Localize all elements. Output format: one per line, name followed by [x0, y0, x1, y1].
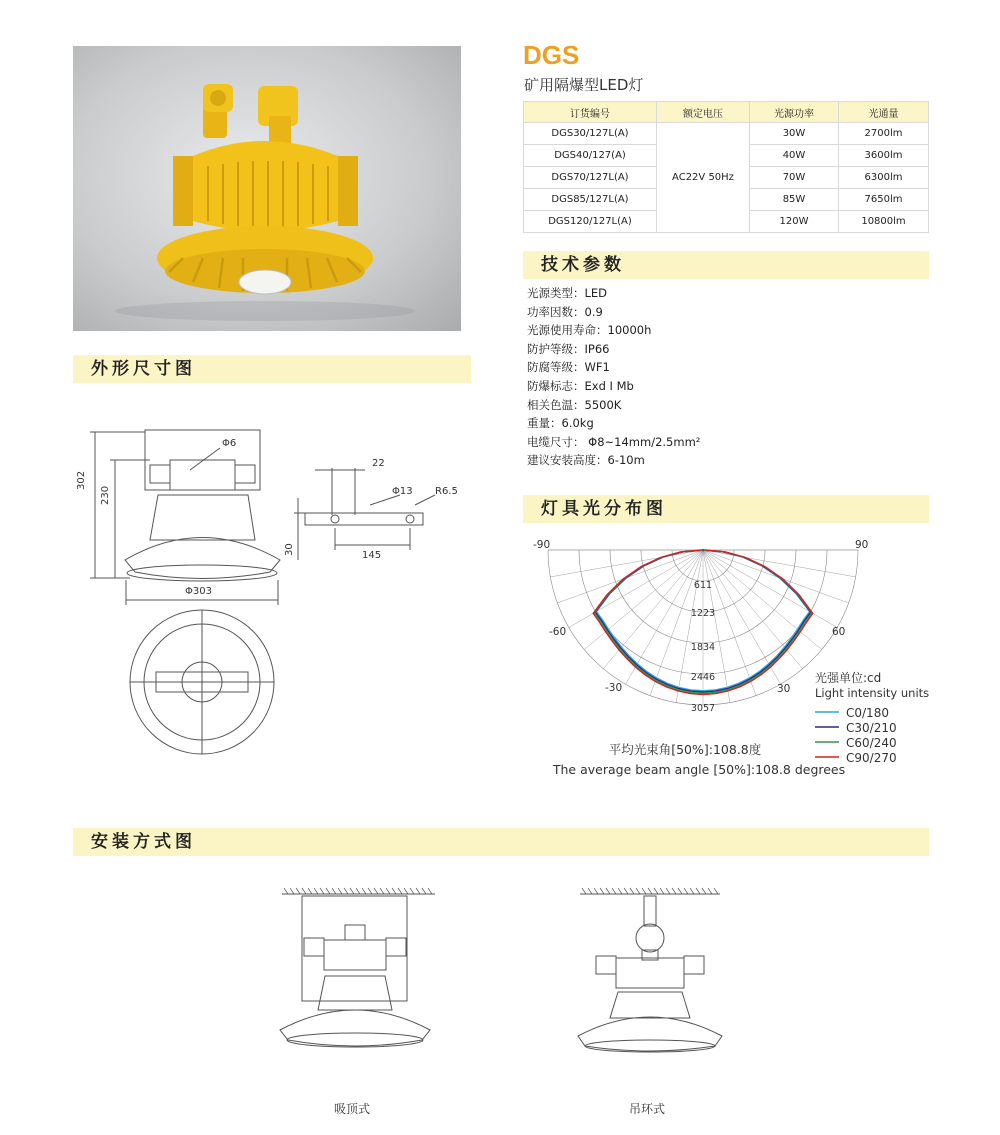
cell-flux: 2700lm [839, 123, 929, 145]
install-caption-hanging: 吊环式 [629, 1102, 666, 1116]
legend-item: C0/180 [846, 706, 889, 720]
cell-code: DGS70/127L(A) [524, 167, 657, 189]
tech-params-list [527, 284, 700, 470]
angle-label: 90 [855, 539, 869, 551]
cell-power: 120W [750, 211, 839, 233]
legend-item: C60/240 [846, 736, 897, 750]
dim-bracket-width: 22 [372, 458, 385, 469]
product-name: 矿用隔爆型LED灯 [524, 76, 644, 94]
cell-code: DGS120/127L(A) [524, 211, 657, 233]
param-item: 防爆标志：Exd I Mb [527, 378, 634, 393]
dim-diameter: Φ303 [185, 586, 212, 597]
beam-angle-en: The average beam angle [50%]:108.8 degrees [552, 762, 846, 777]
polar-spoke [550, 550, 703, 577]
table-header-row [524, 102, 929, 123]
header-flux: 光通量 [839, 102, 929, 123]
ring-label: 3057 [690, 703, 716, 714]
unit-label-cn: 光强单位:cd [815, 671, 882, 685]
cell-code: DGS85/127L(A) [524, 189, 657, 211]
dim-bracket-hole: Φ13 [392, 486, 413, 497]
cell-voltage: AC22V 50Hz [657, 123, 750, 233]
dimension-drawing [70, 410, 490, 760]
param-item: 功率因数：0.9 [527, 304, 603, 319]
header-power: 光源功率 [750, 102, 839, 123]
dim-hole: Φ6 [222, 438, 237, 449]
cell-power: 40W [750, 145, 839, 167]
table-row [524, 123, 929, 145]
ring-label: 611 [693, 580, 713, 591]
param-item: 相关色温：5500K [527, 397, 622, 412]
angle-label: 30 [777, 683, 791, 695]
section-dimensions: 外形尺寸图 [73, 355, 471, 383]
param-item: 重量：6.0kg [527, 416, 594, 431]
cell-power: 70W [750, 167, 839, 189]
param-item: 防护等级：IP66 [527, 341, 610, 356]
ring-label: 1834 [690, 642, 716, 653]
unit-label-en: Light intensity units [815, 686, 930, 700]
install-caption-ceiling: 吸顶式 [334, 1102, 371, 1116]
lamp-image [73, 46, 461, 331]
polar-spoke [703, 550, 856, 577]
ceiling-mount-drawing [270, 880, 450, 1055]
angle-label: -60 [549, 626, 567, 638]
cell-power: 30W [750, 123, 839, 145]
cell-power: 85W [750, 189, 839, 211]
polar-spoke [703, 550, 837, 628]
product-photo [73, 46, 461, 331]
cell-flux: 3600lm [839, 145, 929, 167]
cell-code: DGS30/127L(A) [524, 123, 657, 145]
cell-flux: 10800lm [839, 211, 929, 233]
param-item: 电缆尺寸： Φ8~14mm/2.5mm² [527, 434, 701, 449]
dim-height-body: 230 [100, 485, 111, 505]
hanging-mount-drawing [570, 880, 740, 1055]
param-item: 防腐等级：WF1 [527, 360, 610, 375]
legend-item: C30/210 [846, 721, 897, 735]
header-code: 订货编号 [524, 102, 657, 123]
angle-label: -90 [533, 539, 551, 551]
angle-label: -30 [605, 682, 623, 694]
angle-label: 60 [832, 626, 846, 638]
polar-diagram [525, 530, 935, 790]
polar-spoke [703, 550, 803, 669]
section-light-distribution: 灯具光分布图 [523, 495, 929, 523]
param-item: 建议安装高度：6-10m [527, 453, 645, 468]
section-installation: 安装方式图 [73, 828, 929, 856]
polar-spoke [569, 550, 703, 628]
section-tech-params: 技术参数 [523, 251, 929, 279]
polar-spoke [603, 550, 703, 669]
param-item: 光源使用寿命：10000h [527, 323, 652, 338]
param-item: 光源类型：LED [527, 286, 608, 300]
ring-label: 1223 [690, 608, 716, 619]
cell-flux: 7650lm [839, 189, 929, 211]
cell-flux: 6300lm [839, 167, 929, 189]
cell-code: DGS40/127(A) [524, 145, 657, 167]
dim-height-total: 302 [76, 470, 87, 490]
spec-table [523, 101, 929, 233]
dim-bracket-radius: R6.5 [435, 486, 458, 497]
product-model: DGS [523, 40, 580, 70]
header-voltage: 额定电压 [657, 102, 750, 123]
ring-label: 2446 [690, 672, 716, 683]
beam-angle-cn: 平均光束角[50%]:108.8度 [608, 742, 762, 757]
legend-item: C90/270 [846, 751, 897, 765]
dim-bracket-height: 30 [284, 543, 295, 556]
dim-bracket-length: 145 [362, 550, 382, 561]
